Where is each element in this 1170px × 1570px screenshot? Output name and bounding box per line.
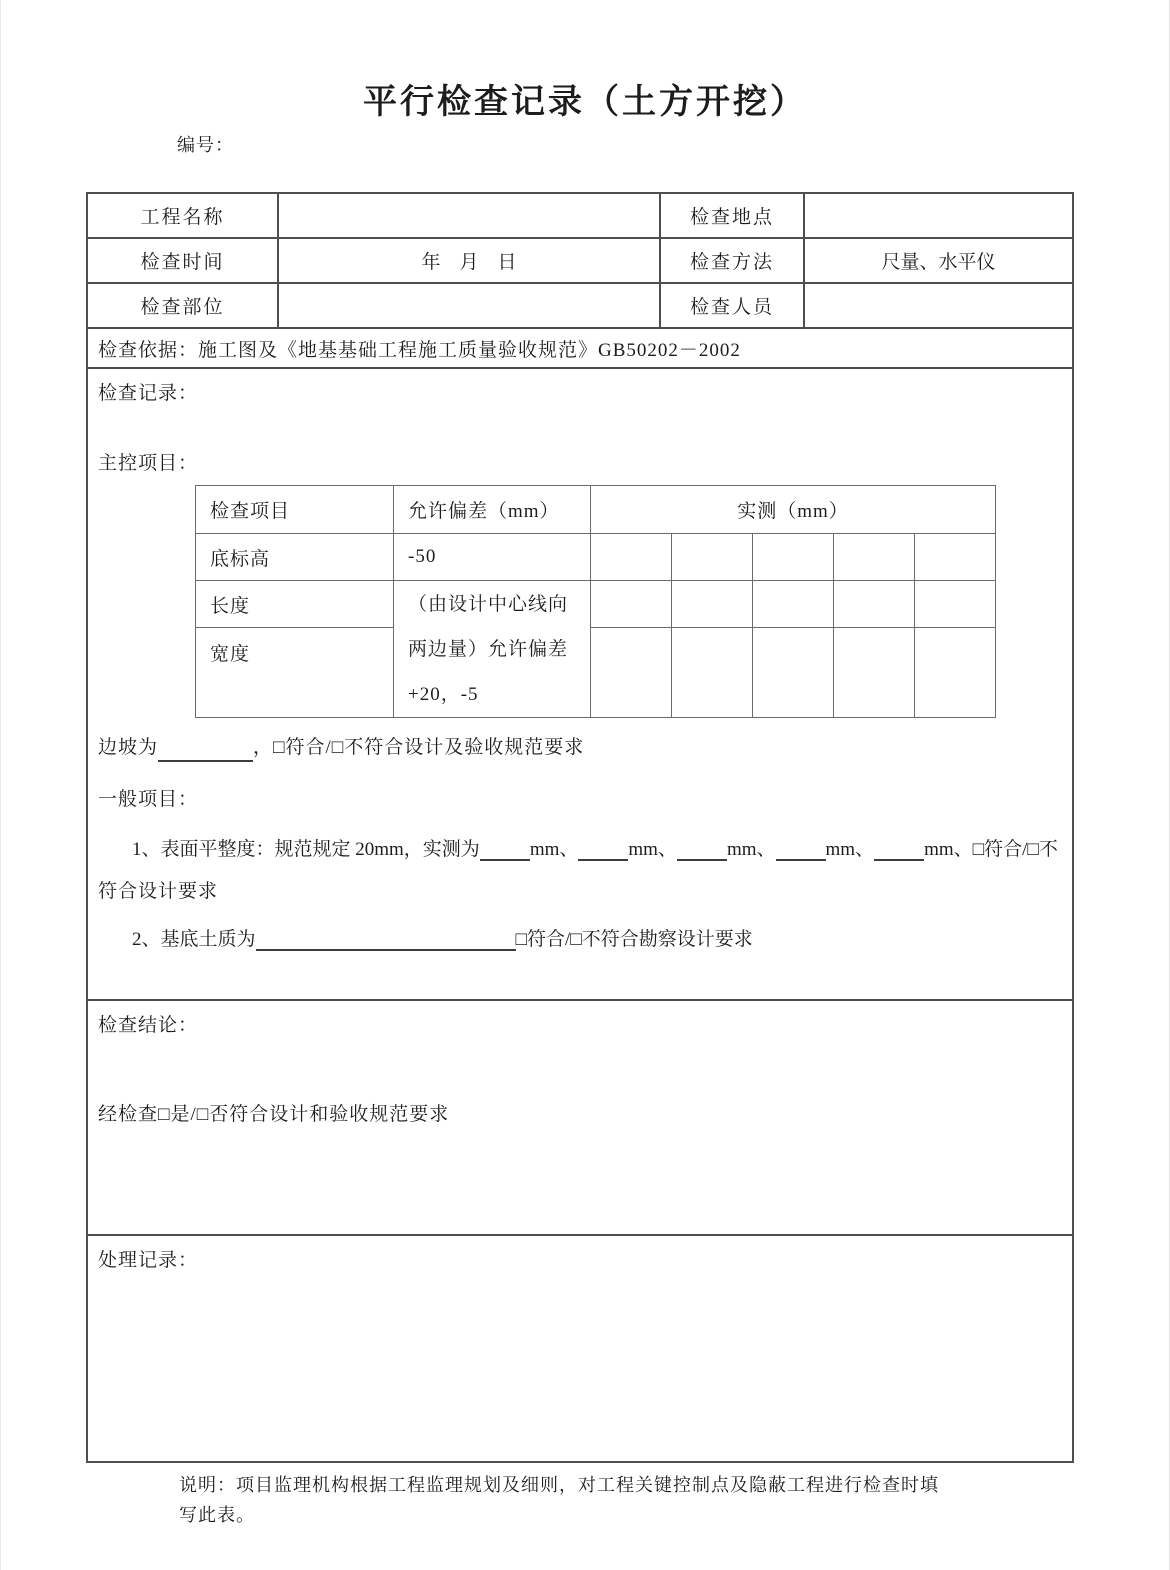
mm-unit: mm、 [825, 839, 875, 860]
footer-note-line1: 说明：项目监理机构根据工程监理规划及细则，对工程关键控制点及隐蔽工程进行检查时填 [179, 1475, 939, 1495]
item-bottom-elevation: 底标高 [196, 534, 394, 581]
item2-compliance-options[interactable]: □符合/□不符合勘察设计要求 [515, 929, 753, 950]
item1-wrap-text: 符合设计要求 [98, 881, 219, 902]
measured-value-cell[interactable] [672, 581, 753, 628]
surface-flatness-line [88, 834, 1072, 861]
general-items-label: 一般项目： [98, 789, 199, 810]
inspector-value-cell[interactable] [805, 284, 1072, 327]
slope-blank[interactable] [158, 742, 253, 762]
measured-value-cell[interactable] [591, 534, 672, 581]
slope-compliance-options[interactable]: □符合/□不符合设计及验收规范要求 [273, 737, 585, 758]
record-section [88, 369, 1072, 1001]
mm-unit: mm、 [924, 839, 973, 860]
slope-comma: ， [253, 737, 274, 758]
mm-unit: mm、 [726, 839, 776, 860]
conclusion-compliance-line[interactable]: 经检查□是/□否符合设计和验收规范要求 [98, 1104, 450, 1125]
table-row [88, 239, 1072, 284]
item1-compliance-options[interactable]: □符合/□不 [972, 839, 1058, 860]
measured-value-cell[interactable] [672, 628, 753, 718]
item-width: 宽度 [196, 628, 394, 718]
slope-line [88, 734, 1072, 762]
inspection-basis-text: 检查依据：施工图及《地基基础工程施工质量验收规范》GB50202－2002 [98, 339, 741, 361]
measured-value-cell[interactable] [753, 534, 834, 581]
soil-type-text: 2、基底土质为 [132, 929, 256, 950]
measured-value-cell[interactable] [834, 534, 915, 581]
inspection-method-label: 检查方法 [661, 239, 805, 282]
form-title: 平行检查记录（土方开挖） [363, 84, 807, 121]
measured-blank[interactable] [874, 841, 924, 861]
header-check-item: 检查项目 [196, 486, 394, 534]
conclusion-heading: 检查结论： [98, 1015, 199, 1036]
form-number-label: 编号： [177, 135, 234, 155]
slope-prefix: 边坡为 [98, 737, 159, 758]
item-length: 长度 [196, 581, 394, 628]
treatment-heading: 处理记录： [98, 1250, 199, 1271]
project-name-value-cell[interactable] [279, 194, 661, 237]
header-allowed-deviation: 允许偏差（mm） [394, 486, 591, 534]
inspection-part-value-cell[interactable] [279, 284, 661, 327]
footer-note [179, 1470, 1059, 1530]
measured-value-cell[interactable] [915, 534, 996, 581]
inspector-label: 检查人员 [661, 284, 805, 327]
record-heading: 检查记录： [98, 383, 199, 404]
table-row [88, 194, 1072, 239]
conclusion-section [88, 1001, 1072, 1236]
project-name-label: 工程名称 [88, 194, 279, 237]
tolerance-bottom-elevation: -50 [394, 534, 591, 581]
measured-blank[interactable] [677, 841, 727, 861]
measured-value-cell[interactable] [672, 534, 753, 581]
inspection-part-label: 检查部位 [88, 284, 279, 327]
measured-value-cell[interactable] [591, 581, 672, 628]
measured-value-cell[interactable] [915, 581, 996, 628]
surface-flatness-text: 1、表面平整度：规范规定 20mm，实测为 [132, 839, 480, 860]
table-row [196, 628, 996, 718]
measured-blank[interactable] [480, 841, 530, 861]
inspection-time-label: 检查时间 [88, 239, 279, 282]
soil-type-line [88, 924, 1072, 951]
table-row [88, 284, 1072, 329]
table-row [196, 534, 996, 581]
measured-value-cell[interactable] [753, 581, 834, 628]
measure-table [195, 485, 996, 718]
measured-blank[interactable] [578, 841, 628, 861]
measured-value-cell[interactable] [834, 628, 915, 718]
inspection-location-label: 检查地点 [661, 194, 805, 237]
measured-value-cell[interactable] [753, 628, 834, 718]
merged-tolerance-cell: （由设计中心线向 两边量）允许偏差 +20，-5 [394, 581, 591, 718]
measured-blank[interactable] [776, 841, 826, 861]
inspection-location-value-cell[interactable] [805, 194, 1072, 237]
inspection-basis-row [88, 329, 1072, 369]
inspection-date-value-cell[interactable]: 年 月 日 [279, 239, 661, 282]
mm-unit: mm、 [529, 839, 579, 860]
inspection-method-value-cell[interactable]: 尺量、水平仪 [881, 252, 996, 273]
soil-type-blank[interactable] [256, 931, 516, 951]
footer-note-line2: 写此表。 [179, 1505, 255, 1525]
header-measured: 实测（mm） [591, 486, 996, 534]
measured-value-cell[interactable] [834, 581, 915, 628]
main-items-label: 主控项目： [98, 453, 199, 474]
inspection-form-table [86, 192, 1074, 1463]
table-row [196, 581, 996, 628]
mm-unit: mm、 [628, 839, 677, 860]
table-row [196, 486, 996, 534]
measured-value-cell[interactable] [915, 628, 996, 718]
measured-value-cell[interactable] [591, 628, 672, 718]
treatment-section [88, 1236, 1072, 1461]
